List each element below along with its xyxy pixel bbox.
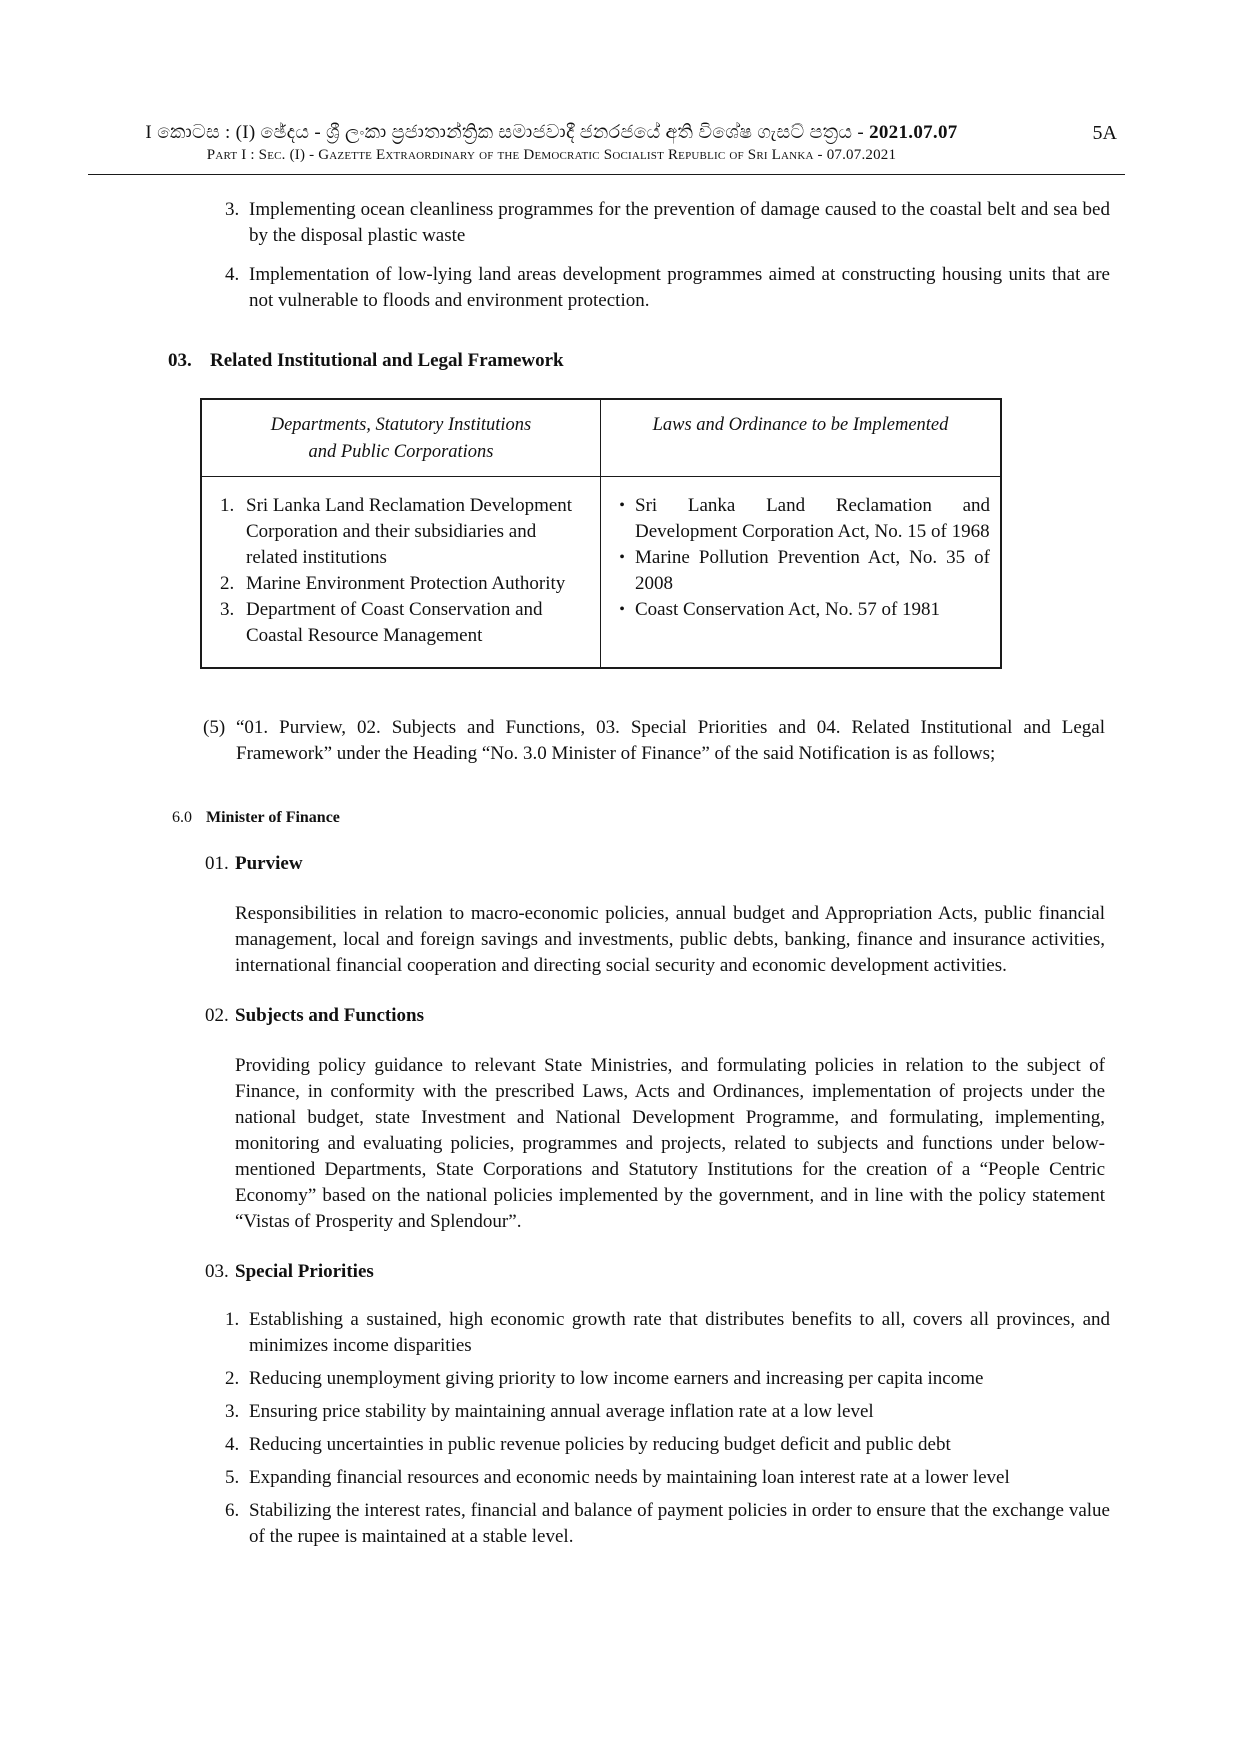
list-item-number: 3. [225, 199, 240, 220]
section-heading-framework [168, 350, 1110, 372]
list-item [225, 1366, 1110, 1392]
clause-5 [203, 715, 1105, 767]
header-sinhala-text: I කොටස : (I) ඡේදය - ශ්‍රී ලංකා ප්‍රජාතාන්ත්‍රික සමාජවාදී ජනරජයේ අති විශේෂ ගැසට් පත්‍රය - [145, 122, 870, 143]
list-item-text: Establishing a sustained, high economic growth rate that distributes benefits to all, covers all provinces, and minimizes income disparities [249, 1309, 1110, 1356]
subheading-number: 02. [205, 1005, 229, 1026]
item-text: Coast Conservation Act, No. 57 of 1981 [635, 599, 941, 620]
list-item-number: 3. [225, 1401, 240, 1422]
bullet-icon: • [619, 549, 625, 566]
table-body-row [202, 477, 1000, 667]
list-item [225, 262, 1110, 314]
minister-number: 6.0 [172, 809, 192, 826]
subheading-purview [205, 853, 1240, 875]
minister-heading [172, 809, 1240, 827]
table-row [220, 571, 586, 597]
list-item-text: Reducing unemployment giving priority to low income earners and increasing per capita income [249, 1368, 984, 1389]
table-row [220, 597, 586, 649]
item-text: Marine Pollution Prevention Act, No. 35 of 2008 [635, 547, 990, 594]
table-header-laws [601, 400, 1000, 476]
laws-cell [601, 477, 1000, 667]
page-header [88, 122, 1125, 175]
list-item-number: 2. [225, 1368, 240, 1389]
list-item-text: Expanding financial resources and economic needs by maintaining loan interest rate at a lower level [249, 1467, 1010, 1488]
priorities-list [225, 1307, 1110, 1550]
subheading-number: 01. [205, 853, 229, 874]
table-row [220, 493, 586, 571]
header-title-sinhala [88, 122, 1125, 144]
table-header-departments [202, 400, 601, 476]
section-title: Related Institutional and Legal Framework [210, 350, 564, 371]
list-item-text: Implementation of low-lying land areas development programmes aimed at constructing housing units that are not vulnerable to floods and environment protection. [249, 264, 1110, 311]
departments-cell [202, 477, 601, 667]
page-number: 5A [1092, 122, 1117, 144]
section-number: 03. [168, 350, 192, 371]
list-item [225, 1307, 1110, 1359]
subheading-title: Special Priorities [235, 1261, 374, 1282]
subheading-title: Purview [235, 853, 303, 874]
intro-list [225, 197, 1110, 314]
table-row [609, 545, 990, 597]
subheading-subjects [205, 1005, 1240, 1027]
item-text: Department of Coast Conservation and Coastal Resource Management [246, 599, 543, 646]
item-number: 1. [220, 495, 235, 516]
table-header-text: Laws and Ordinance to be Implemented [652, 415, 949, 435]
list-item-number: 4. [225, 1434, 240, 1455]
table-header-text: Departments, Statutory Institutions [270, 415, 532, 435]
item-text: Sri Lanka Land Reclamation and Development Corporation Act, No. 15 of 1968 [635, 495, 990, 542]
subheading-title: Subjects and Functions [235, 1005, 424, 1026]
item-number: 3. [220, 599, 235, 620]
list-item-text: Implementing ocean cleanliness programmes for the prevention of damage caused to the coastal belt and sea bed by the disposal plastic waste [249, 199, 1110, 246]
list-item [225, 1498, 1110, 1550]
header-date: 2021.07.07 [869, 122, 958, 143]
subheading-number: 03. [205, 1261, 229, 1282]
item-text: Sri Lanka Land Reclamation Development Corporation and their subsidiaries and related institutions [246, 495, 573, 568]
framework-table [200, 398, 1002, 669]
table-row [609, 493, 990, 545]
list-item-number: 6. [225, 1500, 240, 1521]
bullet-icon: • [619, 601, 625, 618]
subheading-priorities [205, 1261, 1240, 1283]
list-item [225, 197, 1110, 249]
list-item-number: 1. [225, 1309, 240, 1330]
table-header-text: and Public Corporations [308, 442, 494, 462]
list-item [225, 1399, 1110, 1425]
subjects-paragraph: Providing policy guidance to relevant State Ministries, and formulating policies in relation to the subject of Finance, in conformity with the prescribed Laws, Acts and Ordinances, implementation of projects under the national budget, state Investment and National Development Programme, and formulating, implementing, monitoring and evaluating policies, programmes and projects, related to subjects and functions under below-mentioned Departments, State Corporations and Statutory Institutions for the creation of a “People Centric Economy” based on the national policies implemented by the government, and in line with the policy statement “Vistas of Prosperity and Splendour”. [235, 1055, 1105, 1232]
clause-text: “01. Purview, 02. Subjects and Functions, 03. Special Priorities and 04. Related Institutional and Legal Framework” under the Heading “No. 3.0 Minister of Finance” of the said Notification is as follows; [236, 717, 1105, 764]
purview-paragraph: Responsibilities in relation to macro-economic policies, annual budget and Appropriation Acts, public financial management, local and foreign savings and investments, public debts, banking, finance and insurance activities, international financial cooperation and directing social security and economic development activities. [235, 903, 1105, 976]
list-item-number: 5. [225, 1467, 240, 1488]
table-row [609, 597, 990, 623]
list-item-text: Stabilizing the interest rates, financial and balance of payment policies in order to ensure that the exchange value of the rupee is maintained at a stable level. [249, 1500, 1110, 1547]
list-item [225, 1432, 1110, 1458]
item-number: 2. [220, 573, 235, 594]
list-item-text: Reducing uncertainties in public revenue policies by reducing budget deficit and public debt [249, 1434, 951, 1455]
minister-title: Minister of Finance [206, 809, 340, 826]
list-item-text: Ensuring price stability by maintaining annual average inflation rate at a low level [249, 1401, 874, 1422]
item-text: Marine Environment Protection Authority [246, 573, 566, 594]
header-title-english: Part I : Sec. (I) - Gazette Extraordinary of the Democratic Socialist Republic of Sri Lanka - 07.07.2021 [206, 147, 897, 163]
list-item-number: 4. [225, 264, 240, 285]
table-header-row [202, 400, 1000, 477]
clause-marker: (5) [203, 717, 226, 738]
bullet-icon: • [619, 497, 625, 514]
list-item [225, 1465, 1110, 1491]
